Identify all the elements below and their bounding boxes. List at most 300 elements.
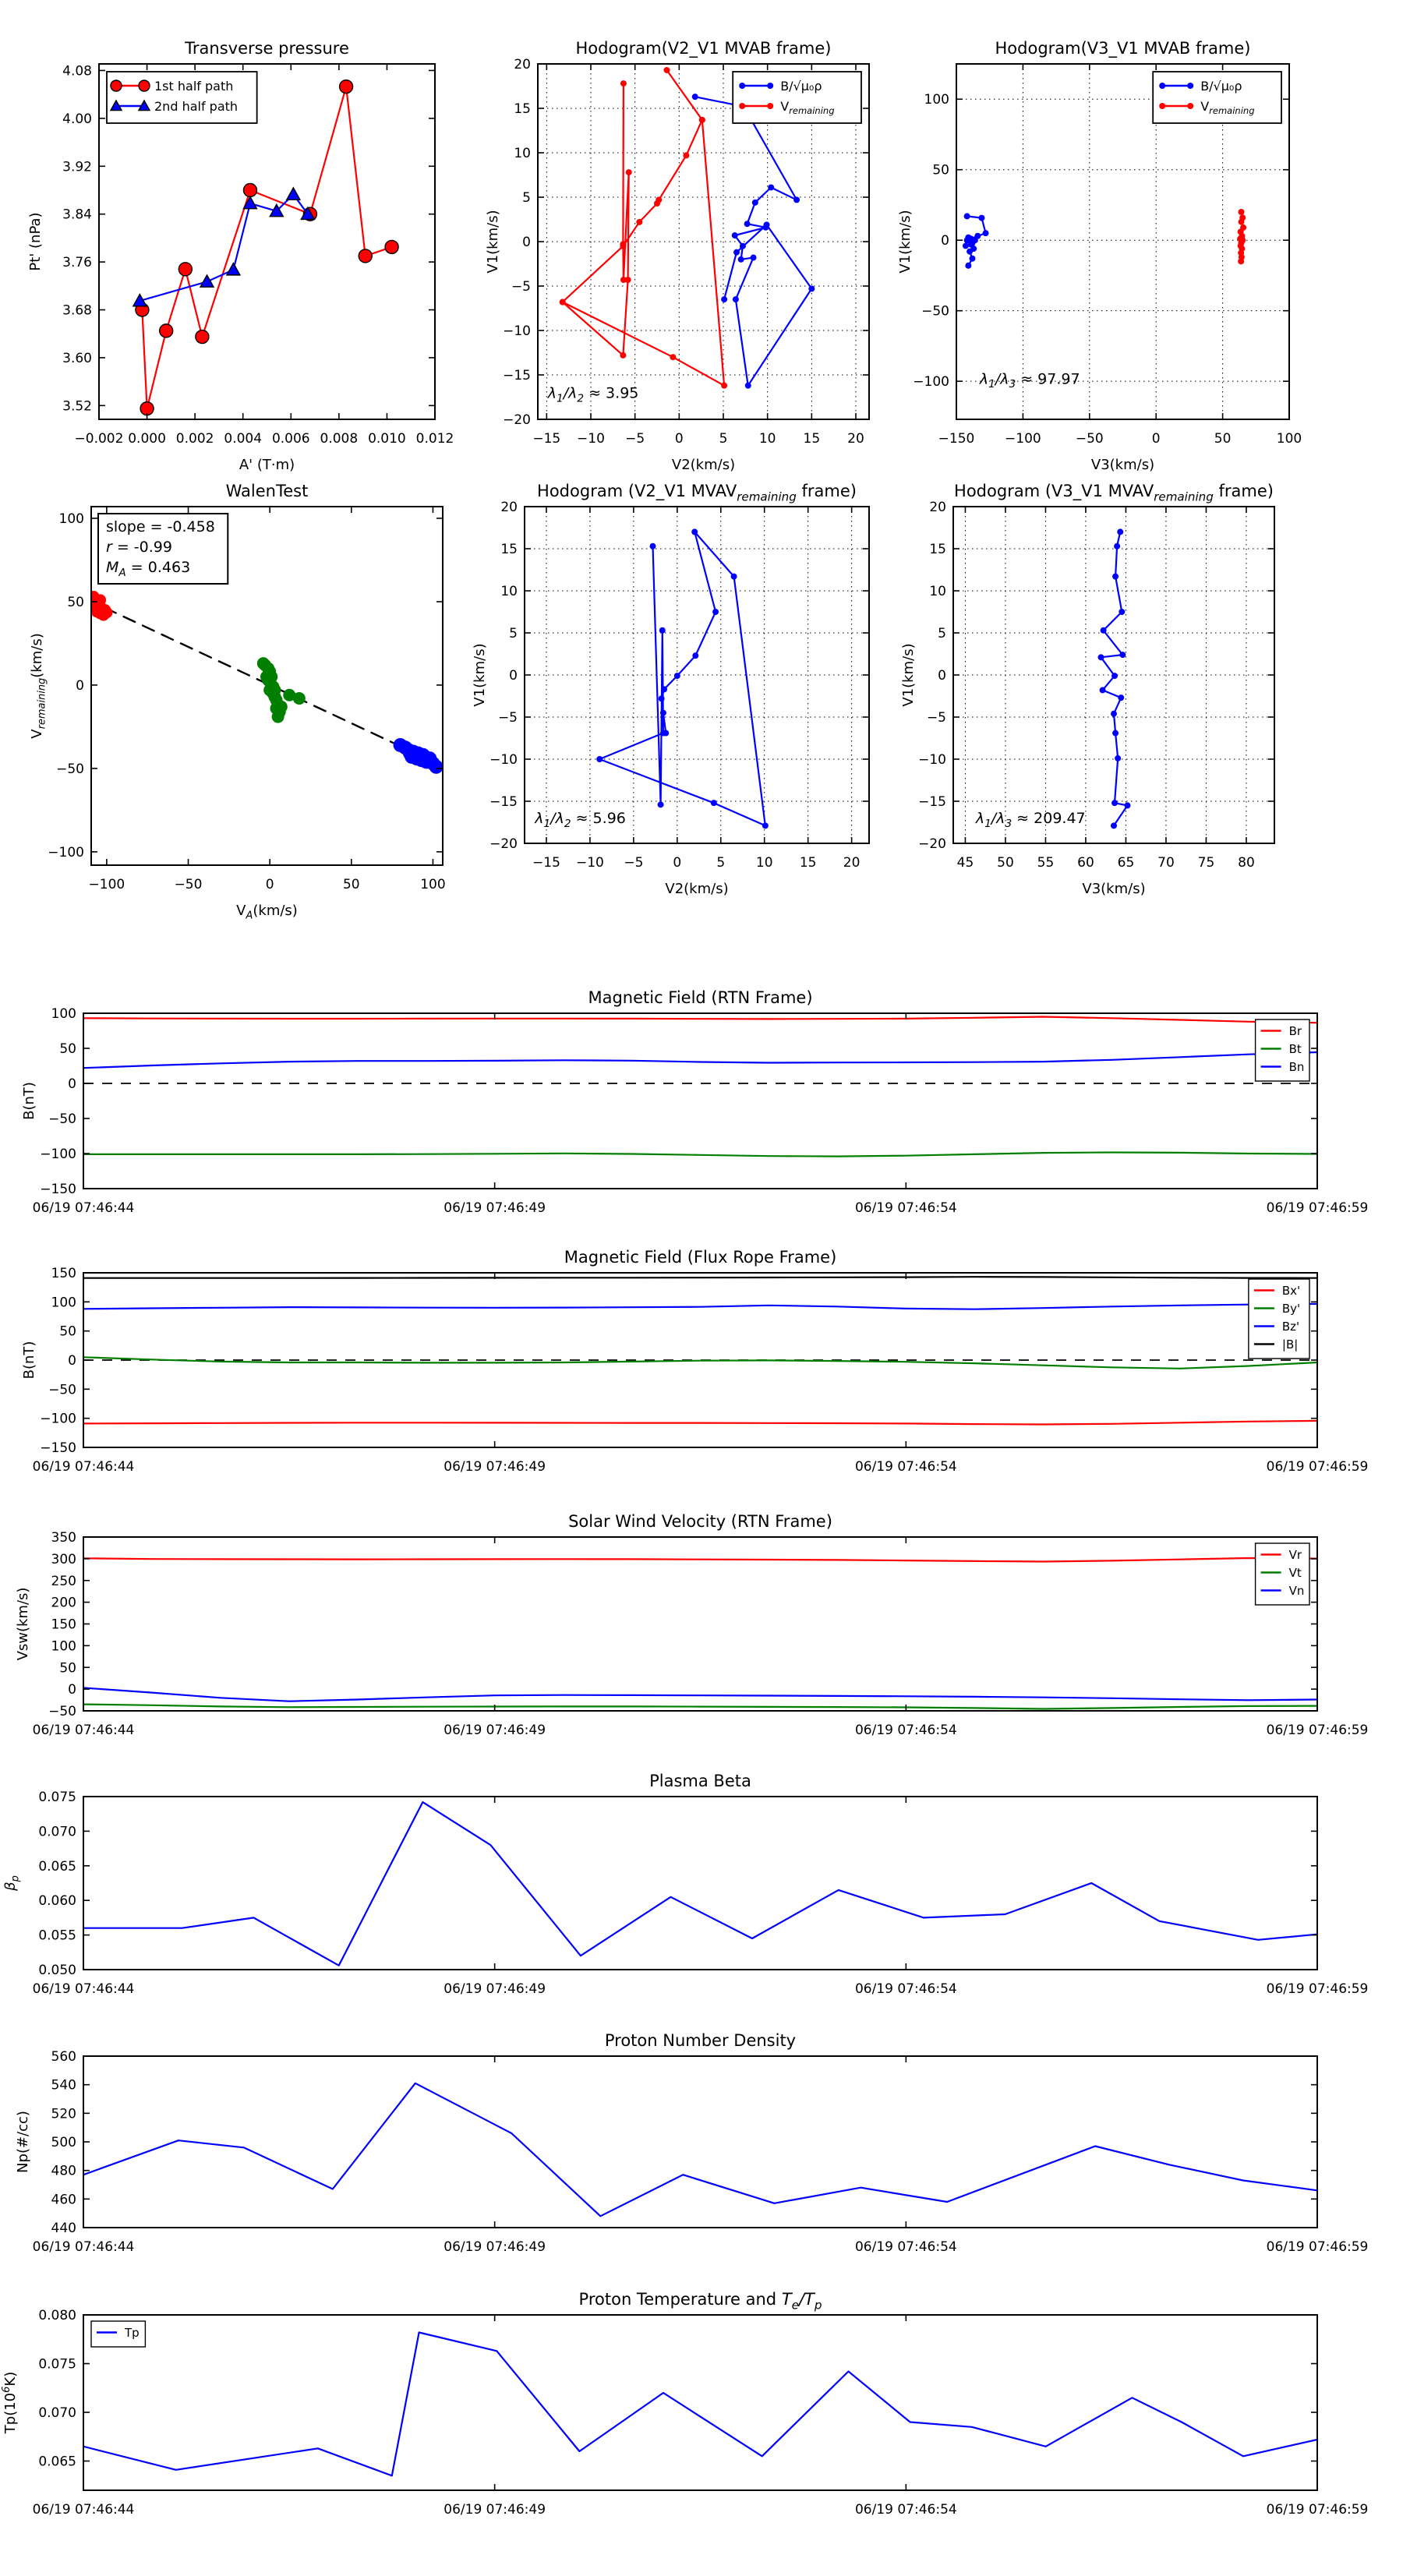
- x-axis-label: V3(km/s): [1082, 881, 1146, 897]
- dot-marker: [963, 242, 969, 249]
- series-By'-line: [83, 1357, 1317, 1369]
- x-tick-label: 10: [755, 855, 773, 871]
- x-tick-label: 5: [719, 431, 728, 447]
- dot-marker: [1117, 528, 1123, 535]
- time-tick-label: 06/19 07:46:44: [32, 1200, 135, 1216]
- dot-marker: [661, 686, 667, 692]
- x-axis-label: V2(km/s): [671, 457, 736, 473]
- plot-frame: [83, 1537, 1317, 1711]
- legend-item-label: Bt: [1288, 1041, 1302, 1056]
- x-tick-label: −5: [624, 855, 644, 871]
- x-axis-label: V3(km/s): [1090, 457, 1155, 473]
- series-cluster 2nd-markers: [394, 738, 444, 774]
- legend-item-label: By': [1281, 1301, 1301, 1316]
- stats-line: $M_A = 0.463$: [106, 559, 191, 579]
- dot-marker: [731, 574, 737, 580]
- x-tick-label: −0.002: [74, 431, 124, 447]
- dot-marker: [1111, 673, 1118, 679]
- dot-marker: [620, 80, 627, 87]
- y-tick-label: 100: [51, 1638, 76, 1655]
- x-tick-label: 45: [956, 855, 974, 871]
- ticks: [83, 1537, 1317, 1711]
- y-tick-label: 100: [51, 1006, 76, 1022]
- dot-marker: [670, 354, 676, 360]
- dot-marker: [711, 800, 717, 806]
- series-B/sqrt(mu0rho)-markers: [963, 213, 989, 268]
- y-tick-label: 100: [58, 511, 84, 527]
- legend-item-label: 1st half path: [154, 78, 234, 94]
- dot-marker: [691, 528, 698, 535]
- dot-marker: [983, 230, 989, 236]
- series-B/sqrt(mu0rho)-markers: [692, 94, 815, 389]
- y-axis-label: B(nT): [21, 1082, 37, 1120]
- dot-marker: [1119, 609, 1125, 615]
- series-Bt-line: [83, 1153, 1317, 1157]
- panel-title: Solar Wind Velocity (RTN Frame): [568, 1512, 832, 1531]
- dot-marker: [738, 256, 744, 263]
- dot-marker: [1239, 209, 1245, 215]
- x-axis-label: $V_A(km/s)$: [236, 903, 298, 922]
- y-tick-label: −15: [503, 368, 531, 383]
- y-tick-label: 3.92: [62, 159, 92, 175]
- series-B path-line: [599, 532, 765, 825]
- x-tick-label: 50: [342, 877, 360, 892]
- dot-marker: [658, 801, 664, 807]
- y-tick-label: −100: [913, 374, 949, 390]
- dot-marker: [1115, 755, 1121, 761]
- x-tick-label: −15: [532, 431, 561, 447]
- time-tick-label: 06/19 07:46:59: [1266, 1459, 1369, 1475]
- time-tick-label: 06/19 07:46:44: [32, 1981, 135, 1997]
- panel-title: Hodogram (V2_V1 $MVAV_{remaining}$ frame): [537, 482, 857, 504]
- stats-line: slope = -0.458: [106, 518, 215, 535]
- time-tick-label: 06/19 07:46:49: [444, 2502, 546, 2518]
- x-axis-label: V2(km/s): [665, 881, 729, 897]
- circle-marker: [340, 80, 353, 94]
- dot-marker: [626, 169, 632, 175]
- panel-title: Hodogram(V2_V1 MVAB frame): [575, 39, 832, 58]
- y-tick-label: 5: [938, 626, 946, 641]
- series-V remaining-markers: [1237, 209, 1246, 264]
- y-axis-label: $V_{remaining}(km/s)$: [29, 633, 48, 739]
- series-B path-markers: [596, 528, 769, 829]
- y-tick-label: −50: [48, 1382, 76, 1398]
- dot-marker: [745, 383, 751, 389]
- x-axis-label: A' (T·m): [239, 457, 295, 473]
- x-tick-label: 55: [1037, 855, 1055, 871]
- panel-title: Plasma Beta: [649, 1772, 751, 1790]
- y-tick-label: −10: [918, 752, 946, 768]
- y-tick-label: 0.065: [38, 1858, 76, 1875]
- dot-marker: [1187, 103, 1193, 109]
- annotation-lambda-ratio: $\lambda_1/\lambda_2 \approx 5.96$: [535, 810, 626, 830]
- y-tick-label: −5: [926, 710, 946, 726]
- circle-marker: [196, 330, 209, 344]
- x-tick-label: −100: [88, 877, 125, 892]
- series-Tp-line: [83, 2333, 1317, 2476]
- y-axis-label: B(nT): [21, 1341, 37, 1380]
- y-tick-label: 20: [514, 57, 531, 72]
- dot-marker: [692, 94, 698, 100]
- y-tick-label: 3.52: [62, 398, 92, 415]
- dot-marker: [808, 285, 815, 292]
- dot-marker: [1114, 543, 1120, 549]
- legend-item-label: Tp: [125, 2325, 140, 2340]
- y-tick-label: 10: [514, 146, 531, 161]
- legend-item-label: $V_{remaining}$: [780, 98, 835, 116]
- y-tick-label: −10: [503, 323, 531, 339]
- legend: [1256, 1543, 1309, 1605]
- y-tick-label: 0.050: [38, 1963, 76, 1978]
- panel-title: Transverse pressure: [185, 39, 349, 58]
- dot-marker: [733, 249, 740, 256]
- y-axis-label: Np(#/cc): [15, 2111, 31, 2173]
- dot-marker: [978, 215, 984, 221]
- y-tick-label: 0.060: [38, 1893, 76, 1910]
- dot-marker: [596, 756, 603, 762]
- y-axis-label: Pt' (nPa): [27, 212, 44, 271]
- dot-marker: [965, 263, 971, 269]
- legend-item-label: B/√μ₀ρ: [1200, 78, 1242, 94]
- x-tick-label: 20: [847, 431, 864, 447]
- dot-marker: [620, 243, 626, 249]
- dot-marker: [674, 673, 680, 679]
- dot-marker: [649, 543, 656, 549]
- y-tick-label: 480: [51, 2163, 76, 2179]
- panel-walen-test: [29, 482, 446, 922]
- dot-marker: [964, 213, 970, 219]
- legend-item-label: Br: [1288, 1023, 1302, 1038]
- y-tick-label: 150: [51, 1617, 76, 1633]
- dot-marker: [1238, 258, 1244, 264]
- legend-item-label: Vt: [1288, 1565, 1302, 1580]
- legend-item-label: Bx': [1281, 1283, 1301, 1298]
- x-tick-label: 100: [420, 877, 446, 892]
- dot-marker: [768, 184, 774, 190]
- x-tick-label: −15: [532, 855, 560, 871]
- series-V remaining-markers: [560, 67, 727, 389]
- dot-marker: [636, 219, 642, 225]
- series-cluster 1st-markers: [81, 591, 112, 621]
- dot-marker: [1111, 822, 1117, 829]
- panel-hodogram-v2v1-mvav: [472, 482, 869, 897]
- x-tick-label: 20: [843, 855, 861, 871]
- series-|B|-line: [83, 1277, 1317, 1278]
- dot-marker: [429, 760, 444, 774]
- plot-frame: [83, 1797, 1317, 1970]
- ticks: [83, 1797, 1317, 1970]
- dot-marker: [101, 606, 112, 618]
- x-tick-label: 0.008: [320, 431, 359, 447]
- legend: [91, 2321, 145, 2347]
- y-tick-label: 3.60: [62, 350, 92, 366]
- y-tick-label: −15: [489, 794, 518, 810]
- y-tick-label: 0.070: [38, 2405, 76, 2421]
- series-1st half path-line: [142, 87, 391, 408]
- series-Br-line: [83, 1017, 1317, 1023]
- dot-marker: [739, 103, 745, 109]
- dot-marker: [744, 221, 751, 227]
- series-Np-line: [83, 2083, 1317, 2217]
- x-tick-label: 15: [799, 855, 817, 871]
- y-axis-label: V1(km/s): [485, 210, 501, 274]
- y-tick-label: 0: [68, 1076, 76, 1092]
- dot-marker: [659, 627, 666, 634]
- dot-marker: [764, 221, 770, 228]
- dot-marker: [712, 609, 719, 615]
- y-tick-label: 5: [522, 190, 531, 206]
- dot-marker: [1100, 687, 1106, 693]
- dot-marker: [1125, 802, 1131, 808]
- y-tick-label: 200: [51, 1595, 76, 1611]
- triangle-marker: [287, 188, 300, 200]
- annotation-lambda-ratio: $\lambda_1/\lambda_2 \approx 3.95$: [547, 384, 639, 405]
- legend-item-label: Bz': [1281, 1319, 1300, 1334]
- dot-marker: [1111, 800, 1118, 806]
- dot-marker: [275, 701, 288, 713]
- panel-solar-wind-velocity-rtn: [15, 1512, 1368, 1738]
- circle-marker: [359, 249, 372, 263]
- time-tick-label: 06/19 07:46:54: [854, 1981, 957, 1997]
- time-tick-label: 06/19 07:46:54: [854, 2502, 957, 2518]
- y-tick-label: −150: [40, 1440, 76, 1456]
- y-tick-label: 0: [522, 235, 531, 250]
- ticks: [83, 2315, 1317, 2490]
- dot-marker: [620, 352, 626, 359]
- x-tick-label: 0.010: [368, 431, 406, 447]
- y-tick-label: −50: [56, 761, 84, 777]
- y-tick-label: 5: [509, 626, 518, 641]
- x-tick-label: −50: [174, 877, 203, 892]
- time-tick-label: 06/19 07:46:59: [1266, 1723, 1369, 1738]
- y-tick-label: 3.68: [62, 302, 92, 319]
- dot-marker: [1118, 694, 1124, 701]
- panel-hodogram-v3v1-mvav: [900, 482, 1274, 897]
- dot-marker: [751, 255, 757, 261]
- legend-item-label: B/√μ₀ρ: [780, 78, 822, 94]
- dot-marker: [1159, 103, 1165, 109]
- panel-magnetic-field-rtn: [21, 988, 1368, 1216]
- x-tick-label: 0.006: [271, 431, 310, 447]
- y-axis-label: $\beta_p$: [2, 1875, 22, 1891]
- dot-marker: [1159, 83, 1165, 89]
- dot-marker: [659, 695, 665, 701]
- time-tick-label: 06/19 07:46:49: [444, 1723, 546, 1738]
- dot-marker: [1112, 730, 1119, 737]
- circle-marker: [160, 324, 173, 337]
- panel-proton-temperature: [1, 2290, 1369, 2518]
- x-tick-label: 0: [674, 431, 684, 447]
- series-beta p-line: [83, 1802, 1317, 1966]
- x-tick-label: 10: [758, 431, 776, 447]
- panel-title: Proton Number Density: [604, 2031, 797, 2050]
- y-tick-label: 0.075: [38, 2356, 76, 2373]
- y-tick-label: −50: [921, 303, 949, 320]
- time-tick-label: 06/19 07:46:59: [1266, 1200, 1369, 1216]
- panel-title: Magnetic Field (RTN Frame): [588, 988, 813, 1007]
- y-tick-label: 50: [59, 1041, 76, 1057]
- legend-item-label: |B|: [1281, 1337, 1299, 1352]
- panel-hodogram-v3v1-mvab: [897, 39, 1302, 473]
- x-tick-label: 75: [1197, 855, 1215, 871]
- time-tick-label: 06/19 07:46:44: [32, 1459, 135, 1475]
- y-tick-label: 3.76: [62, 255, 92, 271]
- y-tick-label: −20: [918, 836, 946, 852]
- y-tick-label: 50: [932, 162, 949, 178]
- x-tick-label: 80: [1238, 855, 1255, 871]
- x-tick-label: 0: [1151, 431, 1161, 447]
- x-tick-label: 0.000: [128, 431, 166, 447]
- x-tick-label: −150: [938, 431, 975, 447]
- dot-marker: [656, 196, 662, 203]
- annotation-lambda-ratio: $\lambda_1/\lambda_3 \approx 97.97$: [979, 370, 1080, 391]
- dot-marker: [560, 299, 566, 306]
- circle-marker: [243, 183, 256, 196]
- time-tick-label: 06/19 07:46:59: [1266, 2239, 1369, 2255]
- time-tick-label: 06/19 07:46:59: [1266, 2502, 1369, 2518]
- y-tick-label: 560: [51, 2049, 76, 2065]
- dot-marker: [1187, 83, 1193, 89]
- y-tick-label: 100: [51, 1295, 76, 1311]
- y-tick-label: 0.055: [38, 1928, 76, 1944]
- dot-marker: [740, 243, 746, 249]
- y-tick-label: 350: [51, 1530, 76, 1546]
- x-tick-label: 60: [1077, 855, 1094, 871]
- y-tick-label: 0: [941, 233, 949, 249]
- legend: [1256, 1019, 1309, 1081]
- series-Vr-line: [83, 1558, 1317, 1562]
- legend-item-label: Bn: [1288, 1059, 1305, 1074]
- y-tick-label: −100: [40, 1411, 76, 1427]
- stats-line: r = -0.99: [106, 539, 172, 556]
- y-tick-label: 500: [51, 2135, 76, 2150]
- time-tick-label: 06/19 07:46:49: [444, 2239, 546, 2255]
- dot-marker: [967, 249, 973, 255]
- y-tick-label: 0: [68, 1682, 76, 1698]
- y-tick-label: 15: [500, 542, 518, 557]
- legend: [107, 72, 257, 123]
- y-tick-label: −100: [40, 1147, 76, 1162]
- x-tick-label: 0: [265, 877, 274, 892]
- legend-item-label: $V_{remaining}$: [1200, 98, 1255, 116]
- legend-item-label: 2nd half path: [154, 98, 239, 114]
- y-axis-label: V1(km/s): [472, 643, 488, 707]
- y-tick-label: −50: [48, 1111, 76, 1127]
- annotation-lambda-ratio: $\lambda_1/\lambda_3 \approx 209.47$: [975, 810, 1086, 830]
- y-tick-label: 0.065: [38, 2454, 76, 2470]
- legend: [733, 72, 861, 123]
- panel-title: Hodogram(V3_V1 MVAB frame): [995, 39, 1251, 58]
- y-tick-label: 20: [500, 500, 518, 515]
- dot-marker: [625, 277, 631, 283]
- panel-title: WalenTest: [225, 482, 309, 500]
- dot-marker: [683, 152, 689, 158]
- legend-item-label: Vn: [1288, 1583, 1305, 1598]
- ticks: [83, 1013, 1317, 1189]
- y-tick-label: −150: [40, 1182, 76, 1197]
- ticks: [83, 2056, 1317, 2228]
- dot-marker: [767, 83, 773, 89]
- dot-marker: [1119, 652, 1126, 658]
- grid: [525, 507, 869, 843]
- panel-title: Proton Temperature and $T_e/T_p$: [578, 2290, 822, 2313]
- dot-marker: [969, 256, 975, 262]
- dot-marker: [752, 200, 758, 206]
- series-Bz'-line: [83, 1304, 1317, 1309]
- y-tick-label: 50: [67, 594, 84, 610]
- y-axis-label: Vsw(km/s): [15, 1587, 31, 1661]
- y-tick-label: 0.070: [38, 1824, 76, 1840]
- y-tick-label: 50: [59, 1660, 76, 1677]
- series-2nd half path-line: [140, 194, 307, 301]
- x-tick-label: 15: [803, 431, 821, 447]
- dot-marker: [762, 822, 769, 829]
- y-tick-label: 20: [929, 500, 946, 515]
- x-tick-label: 100: [1276, 431, 1302, 447]
- time-tick-label: 06/19 07:46:44: [32, 2239, 135, 2255]
- y-tick-label: 4.08: [62, 63, 92, 80]
- time-tick-label: 06/19 07:46:54: [854, 1459, 957, 1475]
- circle-marker: [139, 80, 150, 91]
- y-tick-label: 0.080: [38, 2308, 76, 2323]
- dot-marker: [1112, 574, 1119, 580]
- y-tick-label: 0: [76, 677, 84, 694]
- dot-marker: [1101, 627, 1107, 634]
- x-tick-label: 50: [997, 855, 1014, 871]
- dot-marker: [1239, 219, 1245, 225]
- y-axis-label: V1(km/s): [897, 210, 914, 274]
- y-tick-label: 520: [51, 2106, 76, 2122]
- series-Vn-line: [83, 1688, 1317, 1701]
- dot-marker: [293, 692, 306, 705]
- y-tick-label: 150: [51, 1266, 76, 1281]
- legend-item-label: Vr: [1288, 1547, 1302, 1562]
- y-tick-label: 15: [929, 542, 946, 557]
- dot-marker: [663, 730, 669, 737]
- plot-frame: [83, 2056, 1317, 2228]
- dot-marker: [793, 196, 800, 203]
- y-tick-label: −100: [48, 844, 84, 860]
- dot-marker: [739, 83, 745, 89]
- y-tick-label: 3.84: [62, 207, 92, 223]
- y-tick-label: −5: [511, 279, 531, 295]
- x-tick-label: −10: [575, 855, 604, 871]
- stats-box: [98, 514, 228, 584]
- y-axis-label: V1(km/s): [900, 643, 917, 707]
- x-tick-label: −10: [577, 431, 605, 447]
- series-Vt-line: [83, 1705, 1317, 1709]
- dot-marker: [660, 710, 666, 716]
- time-tick-label: 06/19 07:46:54: [854, 2239, 957, 2255]
- plot-frame: [83, 2315, 1317, 2490]
- dot-marker: [663, 67, 670, 73]
- dot-marker: [692, 652, 698, 659]
- y-tick-label: 440: [51, 2221, 76, 2236]
- y-tick-label: −10: [489, 752, 518, 768]
- x-tick-label: −100: [1005, 431, 1041, 447]
- y-tick-label: −5: [497, 710, 518, 726]
- x-tick-label: 0.002: [175, 431, 214, 447]
- series-1st half path-markers: [136, 80, 398, 415]
- y-tick-label: 460: [51, 2192, 76, 2208]
- y-tick-label: 250: [51, 1573, 76, 1589]
- x-tick-label: 70: [1157, 855, 1175, 871]
- dot-marker: [721, 296, 727, 302]
- x-tick-label: 5: [716, 855, 726, 871]
- x-tick-label: −5: [625, 431, 645, 447]
- y-tick-label: 0: [68, 1353, 76, 1369]
- circle-marker: [111, 80, 122, 91]
